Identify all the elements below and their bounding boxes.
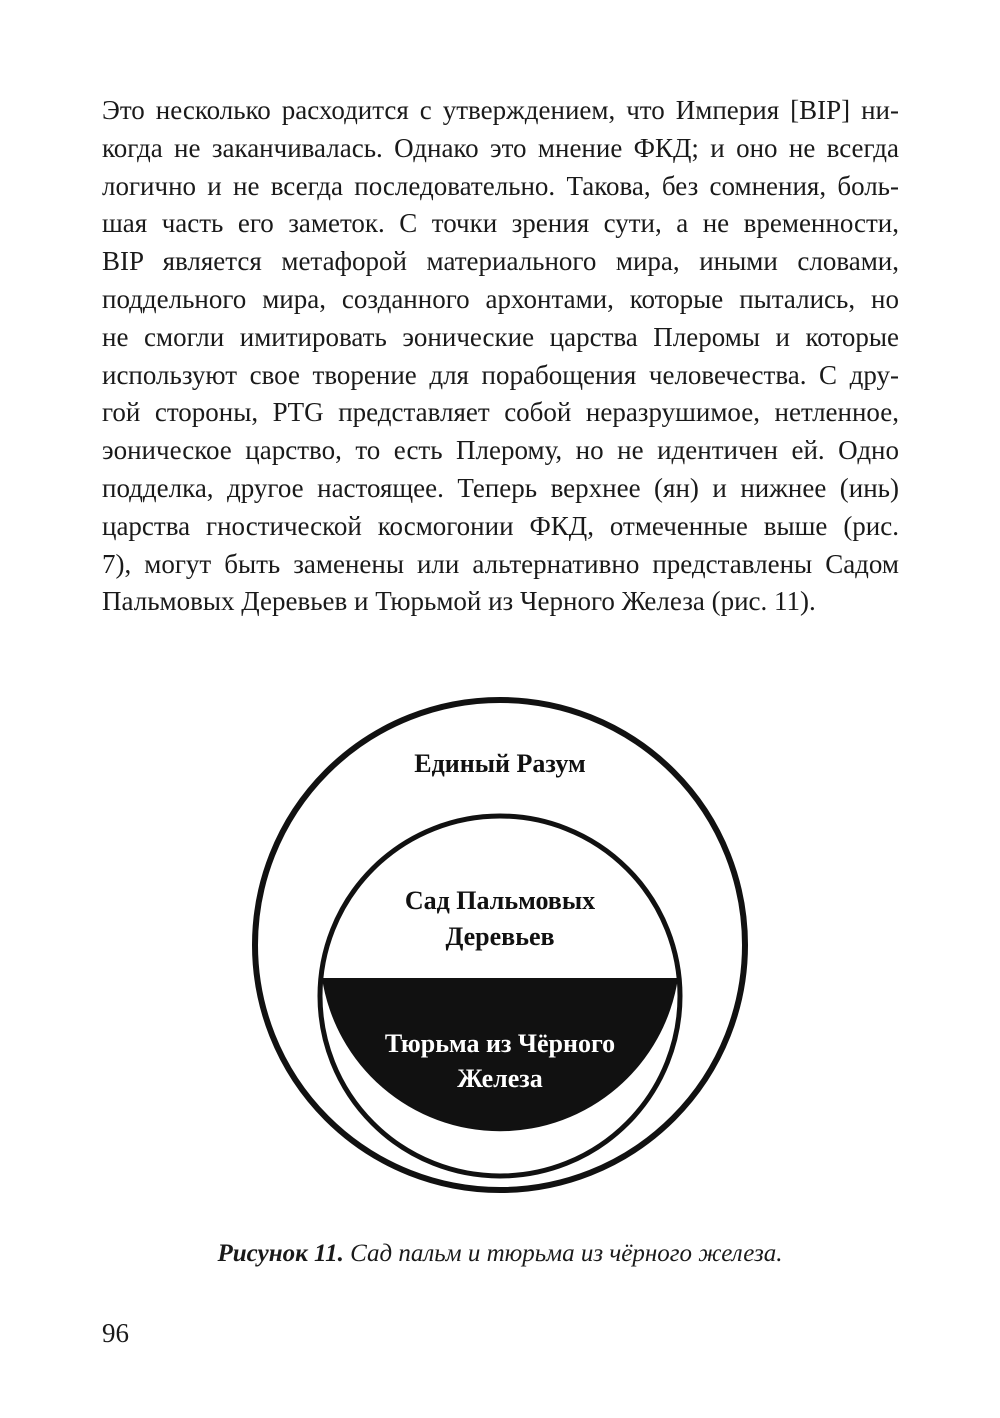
text-line: логично и не всегда последовательно. Такова, без сомнения, боль- [102, 170, 899, 201]
figure-diagram [250, 696, 750, 1196]
text-line: Это несколько расходится с утверждением, что Империя [BIP] ни- [102, 95, 899, 125]
text-line: когда не заканчивалась. Однако это мнение ФКД; и оно не всегда [102, 132, 899, 163]
caption-text: Сад пальм и тюрьма из чёрного железа. [350, 1240, 783, 1267]
text-line: гой стороны, PTG представляет собой неразрушимое, нетленное, [102, 397, 899, 428]
figure-caption [0, 1240, 1000, 1268]
lower-half-label-line2: Железа [457, 1064, 543, 1093]
upper-half-label-line2: Деревьев [445, 922, 555, 951]
upper-half-label-line1: Сад Пальмовых [404, 886, 596, 915]
text-line: 7), могут быть заменены или альтернативно представлены Садом [102, 548, 899, 579]
text-line: не смогли имитировать эонические царства Плеромы и которые [102, 321, 899, 352]
text-line: поддельного мира, созданного архонтами, которые пытались, но [102, 283, 899, 314]
body-paragraph [102, 92, 899, 621]
text-line: подделка, другое настоящее. Теперь верхнее (ян) и нижнее (инь) [102, 472, 899, 503]
lower-half-label-line1: Тюрьма из Чёрного [384, 1029, 616, 1058]
text-line: царства гностической космогонии ФКД, отмеченные выше (рис. [102, 510, 899, 541]
caption-label: Рисунок 11. [217, 1240, 344, 1267]
text-line: эоническое царство, то есть Плерому, но не идентичен ей. Одно [102, 435, 899, 466]
page-number: 96 [102, 1318, 129, 1348]
text-line: Пальмовых Деревьев и Тюрьмой из Черного Железа (рис. 11). [102, 586, 816, 617]
text-line: BIP является метафорой материального мира, иными словами, [102, 246, 899, 277]
diagram-svg [250, 696, 750, 1196]
outer-circle-label: Единый Разум [414, 749, 586, 778]
text-line: шая часть его заметок. С точки зрения сути, а не временности, [102, 208, 899, 239]
text-line: используют свое творение для порабощения человечества. С дру- [102, 359, 899, 390]
